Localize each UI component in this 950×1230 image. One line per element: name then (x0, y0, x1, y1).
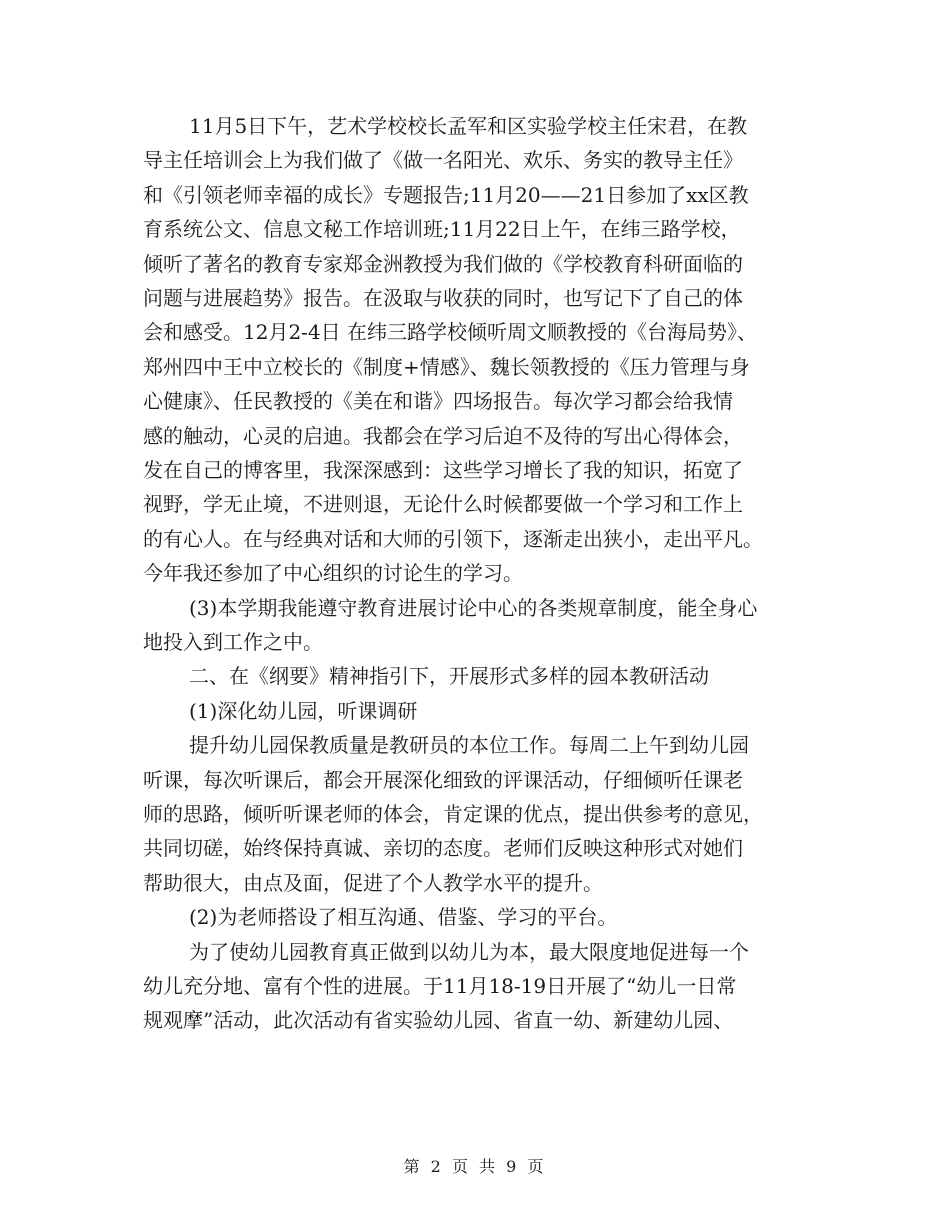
body-line: 感的触动，心灵的启迪。我都会在学习后迫不及待的写出心得体会， (143, 424, 743, 448)
body-line: 共同切磋，始终保持真诚、亲切的态度。老师们反映这种形式对她们 (143, 836, 743, 860)
body-line: (3)本学期我能遵守教育进展讨论中心的各类规章制度，能全身心 (189, 596, 758, 620)
body-line: 听课，每次听课后，都会开展深化细致的评课活动，仔细倾听任课老 (143, 768, 743, 792)
body-line: 导主任培训会上为我们做了《做一名阳光、欢乐、务实的教导主任》 (143, 148, 743, 172)
body-line: 郑州四中王中立校长的《制度+情感》、魏长领教授的《压力管理与身 (143, 355, 750, 379)
body-line: 和《引领老师幸福的成长》专题报告;11月20——21日参加了xx区教 (143, 183, 749, 207)
body-line: 帮助很大，由点及面，促进了个人教学水平的提升。 (143, 871, 603, 895)
body-line: 心健康》、任民教授的《美在和谐》四场报告。每次学习都会给我情 (143, 389, 733, 413)
body-line: 幼儿充分地、富有个性的进展。于11月18-19日开展了“幼儿一日常 (143, 974, 737, 998)
body-line: 地投入到工作之中。 (143, 630, 323, 654)
page-footer: 第 2 页 共 9 页 (403, 1157, 547, 1176)
body-line: 倾听了著名的教育专家郑金洲教授为我们做的《学校教育科研面临的 (143, 252, 743, 276)
body-line: 为了使幼儿园教育真正做到以幼儿为本，最大限度地促进每一个 (189, 940, 749, 964)
body-line: 二、在《纲要》精神指引下，开展形式多样的园本教研活动 (189, 664, 709, 688)
body-line: 11月5日下午，艺术学校校长孟军和区实验学校主任宋君，在教 (189, 114, 748, 138)
body-line: 育系统公文、信息文秘工作培训班;11月22日上午，在纬三路学校， (143, 217, 741, 241)
body-line: 规观摩”活动，此次活动有省实验幼儿园、省直一幼、新建幼儿园、 (143, 1008, 734, 1032)
body-line: (2)为老师搭设了相互沟通、借鉴、学习的平台。 (189, 905, 618, 929)
body-line: 会和感受。12月2-4日 在纬三路学校倾听周文顺教授的《台海局势》、 (143, 320, 758, 344)
body-line: (1)深化幼儿园，听课调研 (189, 699, 418, 723)
body-line: 发在自己的博客里，我深深感到：这些学习增长了我的知识，拓宽了 (143, 458, 743, 482)
body-line: 今年我还参加了中心组织的讨论生的学习。 (143, 561, 523, 585)
body-line: 的有心人。在与经典对话和大师的引领下，逐渐走出狭小，走出平凡。 (143, 527, 763, 551)
body-line: 视野，学无止境，不进则退，无论什么时候都要做一个学习和工作上 (143, 492, 743, 516)
body-line: 问题与进展趋势》报告。在汲取与收获的同时，也写记下了自己的体 (143, 286, 743, 310)
body-line: 师的思路，倾听听课老师的体会，肯定课的优点，提出供参考的意见， (143, 802, 763, 826)
body-line: 提升幼儿园保教质量是教研员的本位工作。每周二上午到幼儿园 (189, 733, 749, 757)
